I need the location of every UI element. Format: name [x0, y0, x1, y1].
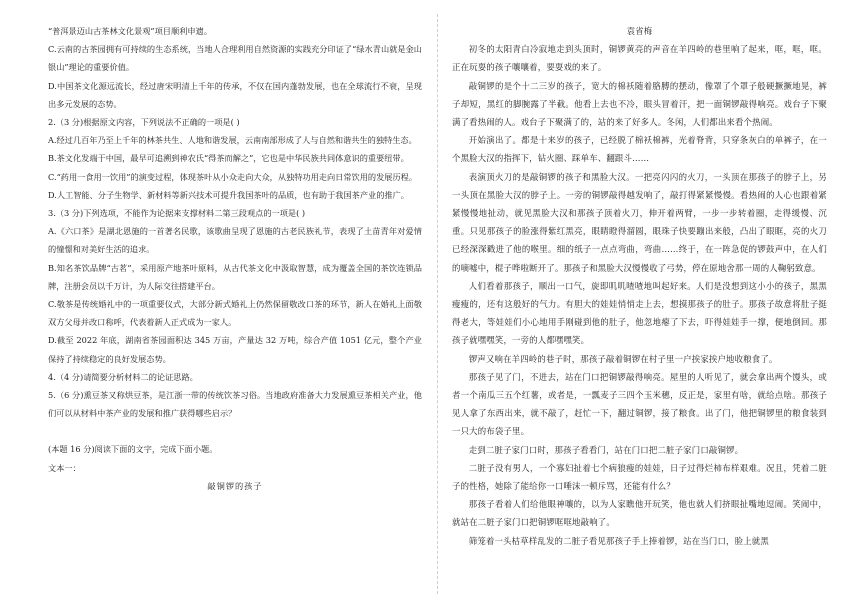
q3-option-b: B.知名茶饮品牌“古茗”，采用原产地茶叶原料，从古代茶文化中汲取智慧，成为覆盖全国的茶饮连锁品牌，注册会员以千万计，为人际交往搭建平台。	[48, 262, 422, 291]
story-paragraph: 表演顶火刀的是敲铜锣的孩子和黑脸大汉。一把亮闪闪的火刀，一头顶在那孩子的脖子上，另一头顶在黑脸大汉的脖子上。一旁的铜锣敲得越发响了，敲打得紧紧慢慢。看热闹的人心也跟着紧紧慢慢地扯动，就见黑脸大汉和那孩子顶着火刀，伸开着两臂，一步一步转着圈，走得缓慢、沉重。只见那孩子的脸涨得紫红黑亮，眼睛瞪得溜圆，眼珠子快要蹦出来般，凸出了眼眶，亮的火刀已经深深戳进了他的喉里。细的纸子一点点弯曲，弯曲……终于，在一阵急促的锣鼓声中，在人们的嘀嘘中，棍子哗啦断开了。那孩子和黑脸大汉慢慢收了弓势，停在原地舍那一周的人鞠躬致意。	[452, 171, 827, 273]
q2-option-b: B.茶文化发端于中国，最早可追溯到神农氏“得茶而解之”，它也是中华民族共同体意识的重要纽带。	[48, 153, 409, 164]
section-intro: (本题 16 分)阅读下面的文字，完成下面小题。	[48, 444, 218, 455]
question-5: 5.（6 分)熏豆茶又称烘豆茶，是江浙一带的传统饮茶习俗。当地政府准备大力发展熏豆茶相关产业，他们可以从材料中茶产业的发展和推广获得哪些启示？	[48, 390, 422, 419]
question-4: 4.（4 分)请简要分析材料二的论证思路。	[48, 371, 198, 382]
story-paragraph: 走到二脏子家门口时，那孩子看看门，站在门口把二脏子家门口敲铜锣。	[468, 444, 744, 455]
q3-option-c: C.敬茶是传统婚礼中的一项重要仪式，大部分新式婚礼上仍然保留敬改口茶的环节，新人在婚礼上面敬双方父母并改口称呼，代表着新人正式成为一家人。	[48, 299, 422, 328]
option-c: C.云南的古茶园拥有可持续的生态系统，当地人合理利用自然资源的实践充分印证了“绿水青山就是金山银山”理论的重要价值。	[48, 44, 422, 73]
right-column	[452, 22, 827, 550]
column-divider	[437, 14, 438, 594]
author-name: 袁省梅	[626, 26, 653, 36]
story-paragraph: 二脏子没有男人，一个寡妇扯着七个病狼瘦的娃娃，日子过得烂柿布样艰难。况且，凭着二脏子的性格，她除了能给你一口唾沫一顿斥骂，还能有什么？	[452, 462, 827, 492]
option-d: D.中国茶文化源远流长，经过唐宋明清上千年的传承，不仅在国内蓬勃发展，也在全球流行不衰，呈现出多元发展的态势。	[48, 80, 422, 109]
text-label: 文本一：	[48, 462, 81, 473]
story-paragraph: 锣声又响在羊四岭的巷子时，那孩子敲着铜锣在村子里一户挨家挨户地收粮食了。	[468, 353, 778, 364]
question-2: 2.（3 分)根据原文内容，下列说法不正确的一项是( )	[48, 117, 240, 128]
spacer	[48, 422, 422, 440]
q2-option-c: C.“药用一食用一饮用”的演变过程，体现茶叶从小众走向大众，从独特功用走向日常饮用的发展历程。	[48, 171, 418, 182]
story-paragraph: 筛笼着一头枯草样乱发的二脏子看见那孩子手上捧着锣，站在当门口，脸上就黑	[468, 535, 769, 546]
story-paragraph: 人们看着那孩子，顺出一口气，旋即叽叽喳喳地叫起好来。人们是没想到这小小的孩子，黑黑瘦瘦的，还有这般好的气力。有胆大的娃娃悄悄走上去，想摸那孩子的肚子。那孩子故意将肚子挺得老大，等娃娃们小心地用手刚碰到他的肚子，他忽地瘪了下去，吓得娃娃手一撑，便地倒回。那孩子就嘿嘿笑，一旁的人都嘿嘿笑。	[452, 280, 827, 346]
story-paragraph: 敲铜锣的是个十二三岁的孩子，宽大的棉袄随着胳膊的摆动，像罩了个罩子般硬撅撅地晃，裤子却短，黑红的脚腕露了半截。他看上去也不冷，眼头冒着汗，把一面铜锣敲得响亮。戏台子下聚满了看热闹的人。戏台子下聚满了的，站的来了好多人。冬闲，人们都出来看个热闹。	[452, 80, 827, 128]
story-paragraph: 那孩子看着人们给他眼神嚷的，以为人家瞧他开玩笑，他也就人们挤眼扯嘴地逗闹。笑闹中，就站在二脏子家门口把铜锣哐哐地敲响了。	[452, 499, 827, 528]
question-3: 3.（3 分)下列选项，不能作为论据来支撑材料二第三段观点的一项是( )	[48, 208, 306, 219]
q3-option-d: D.截至 2022 年底，湖南省茶园面积达 345 万亩，产量达 32 万吨，综合产值 1051 亿元，整个产业保持了持续稳定的良好发展态势。	[48, 335, 422, 364]
continued-line: “普洱景迈山古茶林文化景观”项目顺利申遗。	[48, 26, 212, 36]
story-title: 敲铜锣的孩子	[207, 480, 263, 491]
q3-option-a: A.《六口茶》是湖北恩施的一首著名民歌，该歌曲呈现了恩施的古老民族礼节，表现了土苗青年对爱情的憧憬和对美好生活的追求。	[48, 226, 422, 255]
story-paragraph: 那孩子见了门，不进去，站在门口把铜锣敲得响亮。屋里的人听见了，就会拿出两个馒头，或者一个南瓜三五个红薯，或者是，一瓢麦子三四个玉米穗，反正是，家里有啥，就给点啥。那孩子见人拿了东西出来，就不敲了，赶忙一下，翻过铜锣，接了粮食。出了门，他把铜锣里的粮食装到一只大的布袋子里。	[452, 371, 827, 437]
story-paragraph: 开始演出了。都是十来岁的孩子，已经脱了棉袄棉裤，光着脊背，只穿条灰白的单裤子，在一个黑脸大汉的指挥下，钻火圈、踩单车、翻跟斗……	[452, 135, 827, 164]
q2-option-a: A.经过几百年乃至上千年的林茶共生、人地和谐发展，云南南部形成了人与自然和谐共生的独特生态。	[48, 135, 417, 146]
story-paragraph: 初冬的太阳青白冷寂地走到头顶时，铜锣黄亮的声音在羊四岭的巷里响了起来，哐，哐，哐。正在玩耍的孩子嚷嚷着，要耍戏的来了。	[452, 44, 827, 73]
q2-option-d: D.人工智能、分子生物学、新材料等新兴技术可提升我国茶叶的品质，也有助于我国茶产业的推广。	[48, 189, 409, 200]
left-column	[48, 22, 422, 495]
